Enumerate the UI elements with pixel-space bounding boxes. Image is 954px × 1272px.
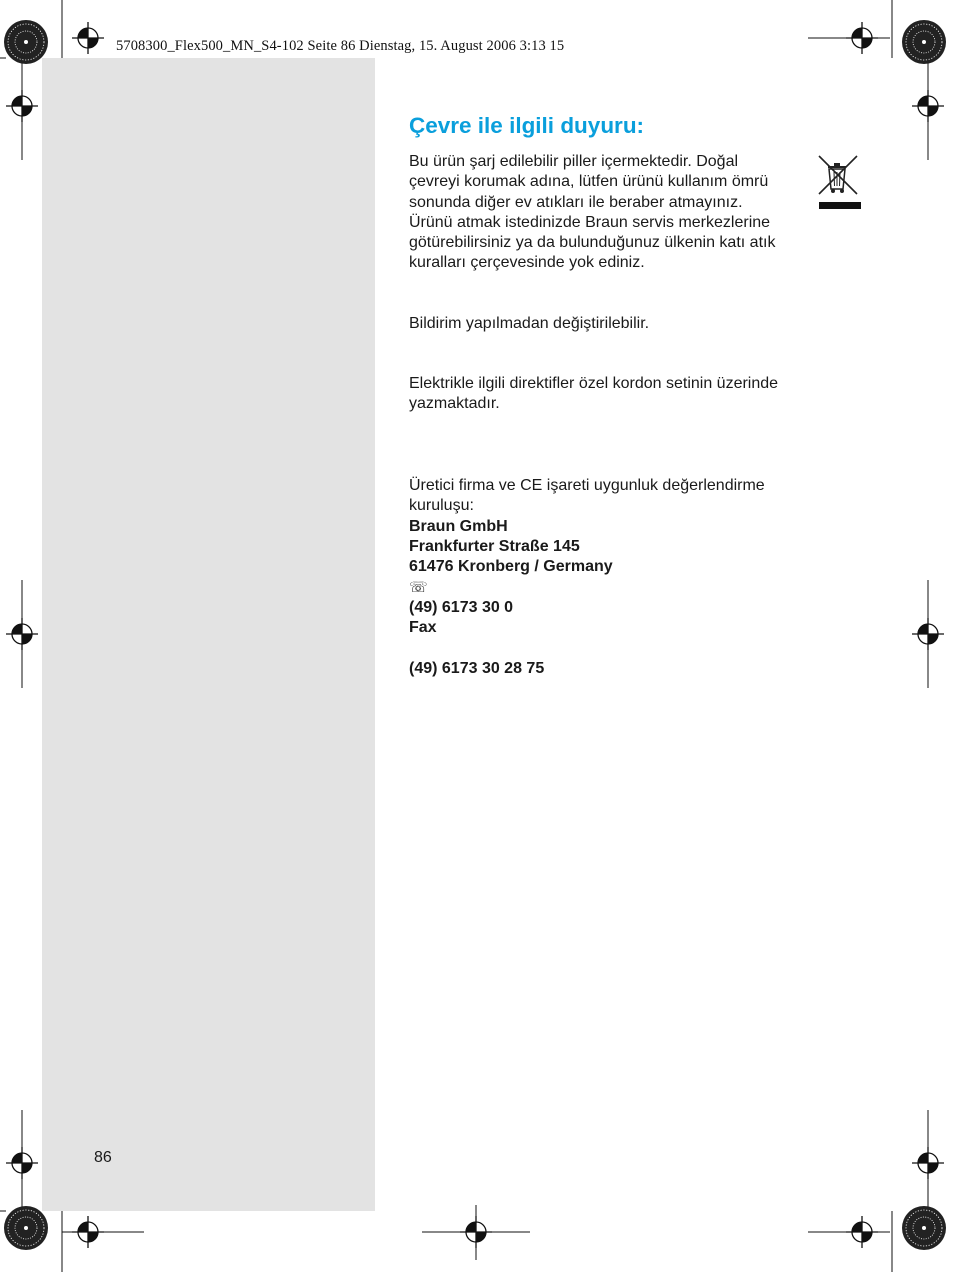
text-line: Elektrikle ilgili direktifler özel kordon setinin üzerinde [409, 375, 779, 392]
page-number: 86 [94, 1149, 112, 1166]
street-address: Frankfurter Straße 145 [409, 537, 580, 555]
phone-number: (49) 6173 30 0 [409, 598, 514, 616]
text-line: Bu ürün şarj edilebilir piller içermektedir. Doğal [409, 153, 739, 170]
text-line: kuralları çerçevesinde yok ediniz. [409, 254, 645, 272]
company-name: Braun GmbH [409, 517, 508, 535]
crossed-out-wheelie-bin-icon [815, 154, 861, 214]
text-line: yazmaktadır. [409, 395, 500, 413]
fax-label: Fax [409, 619, 437, 637]
print-slug-line: 5708300_Flex500_MN_S4-102 Seite 86 Dienstag, 15. August 2006 3:13 15 [116, 38, 565, 54]
manufacturer-block [409, 476, 765, 679]
content-column [409, 112, 859, 677]
text-line: kuruluşu: [409, 497, 474, 515]
text-line: götürebilirsiniz ya da bulunduğunuz ülkenin katı atık [409, 234, 776, 252]
city-address: 61476 Kronberg / Germany [409, 558, 613, 576]
change-notice: Bildirim yapılmadan değiştirilebilir. [409, 315, 650, 332]
telephone-icon: ☏ [409, 578, 428, 597]
text-line: çevreyi korumak adına, lütfen ürünü kullanım ömrü [409, 173, 769, 191]
text-line: Üretici firma ve CE işareti uygunluk değerlendirme [409, 477, 765, 494]
section-title: Çevre ile ilgili duyuru: [409, 113, 645, 138]
disposal-paragraph [409, 152, 824, 274]
phone-line [409, 577, 765, 618]
text-line: sonunda diğer ev atıkları ile beraber atmayınız. [409, 193, 743, 211]
text-line: Ürünü atmak istedinizde Braun servis merkezlerine [409, 213, 771, 231]
electrical-note [409, 374, 778, 415]
fax-line [409, 618, 765, 679]
fax-number: (49) 6173 30 28 75 [409, 659, 545, 677]
